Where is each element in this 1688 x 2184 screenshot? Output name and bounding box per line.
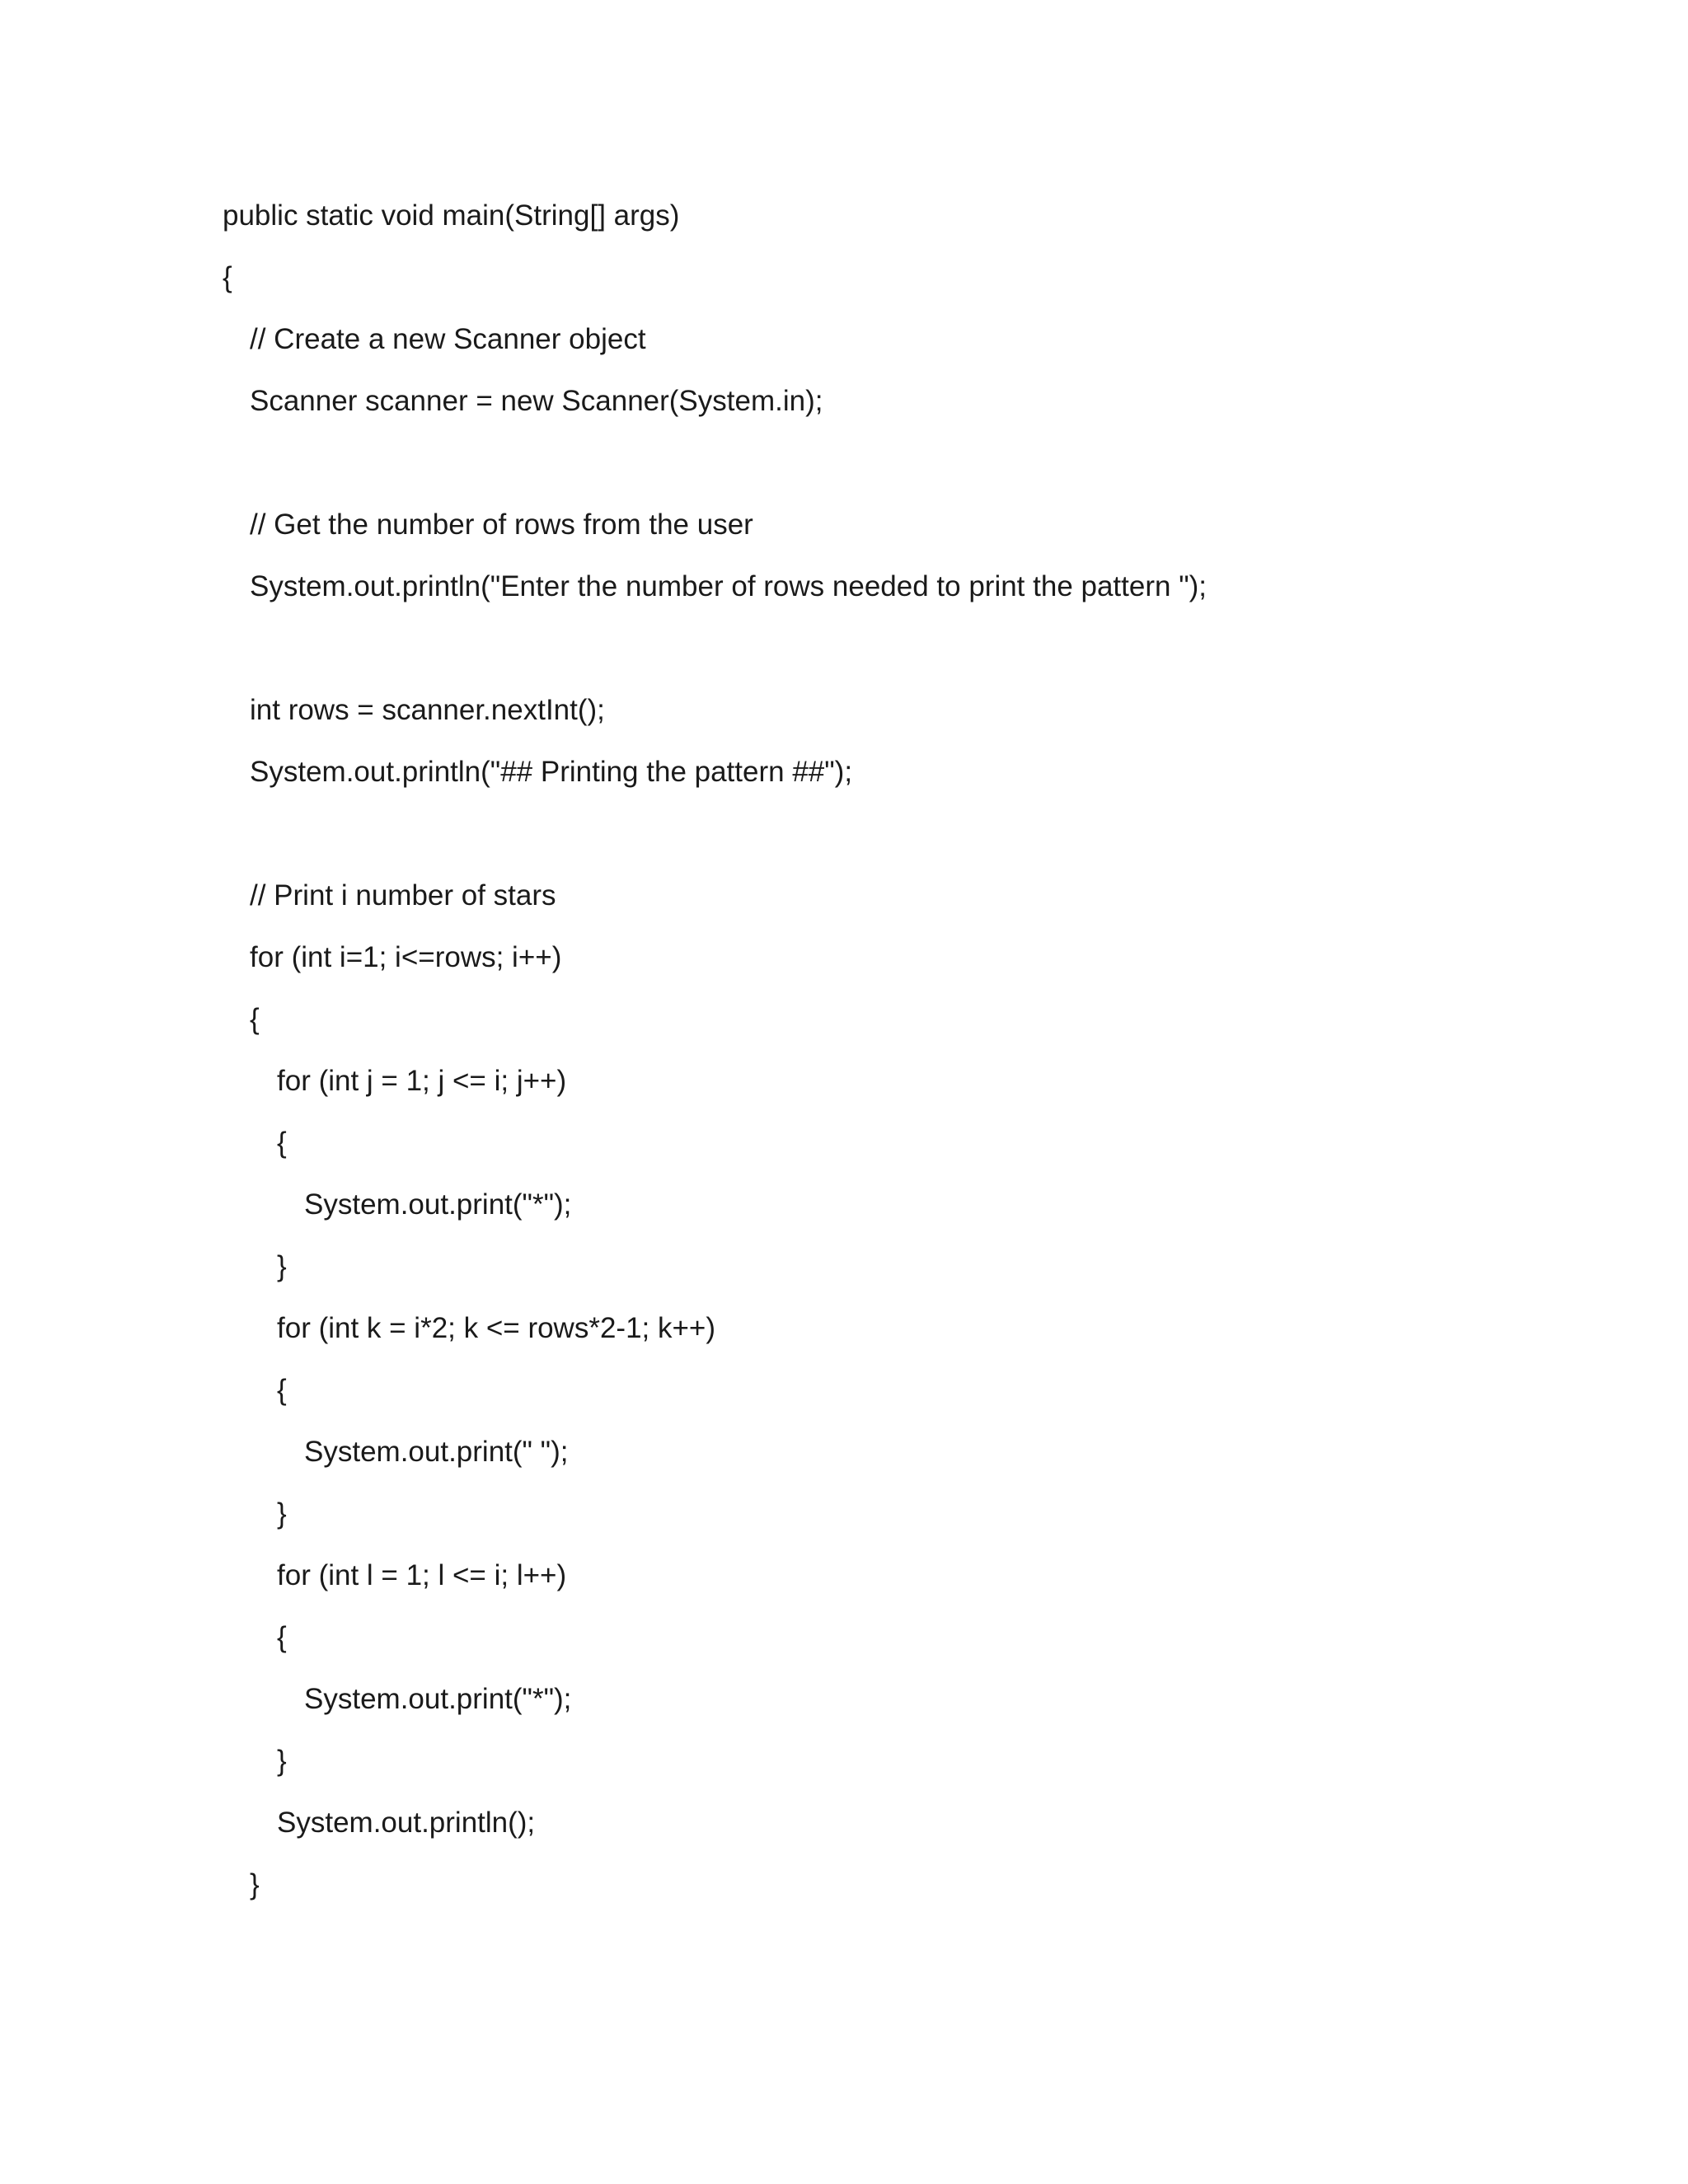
code-line: public static void main(String[] args) bbox=[223, 199, 680, 232]
code-line: } bbox=[250, 1868, 260, 1900]
code-block bbox=[223, 191, 1624, 1922]
code-comment: // Get the number of rows from the user bbox=[250, 509, 753, 541]
code-line: { bbox=[250, 1003, 260, 1035]
code-line: System.out.println("## Printing the pattern ##"); bbox=[250, 756, 853, 788]
code-line: System.out.println(); bbox=[277, 1807, 536, 1839]
code-line: for (int i=1; i<=rows; i++) bbox=[250, 941, 562, 973]
code-line: for (int j = 1; j <= i; j++) bbox=[277, 1065, 567, 1097]
code-line: } bbox=[277, 1745, 287, 1777]
code-line: int rows = scanner.nextInt(); bbox=[250, 694, 605, 726]
code-line: { bbox=[223, 261, 232, 293]
blank-line bbox=[223, 438, 1624, 500]
code-line: System.out.print("*"); bbox=[304, 1188, 572, 1221]
code-line: System.out.println("Enter the number of rows needed to print the pattern "); bbox=[250, 570, 1207, 602]
blank-line bbox=[223, 624, 1624, 686]
code-line: { bbox=[277, 1374, 287, 1406]
blank-line bbox=[223, 809, 1624, 871]
code-line: for (int k = i*2; k <= rows*2-1; k++) bbox=[277, 1312, 716, 1344]
code-line: { bbox=[277, 1127, 287, 1159]
code-comment: // Print i number of stars bbox=[250, 879, 556, 912]
code-line: System.out.print("*"); bbox=[304, 1683, 572, 1715]
code-line: } bbox=[277, 1250, 287, 1282]
code-line: for (int l = 1; l <= i; l++) bbox=[277, 1559, 567, 1591]
code-line: Scanner scanner = new Scanner(System.in); bbox=[250, 385, 823, 417]
code-line: } bbox=[277, 1497, 287, 1530]
code-comment: // Create a new Scanner object bbox=[250, 323, 646, 355]
code-line: { bbox=[277, 1621, 287, 1653]
code-line: System.out.print(" "); bbox=[304, 1436, 569, 1468]
